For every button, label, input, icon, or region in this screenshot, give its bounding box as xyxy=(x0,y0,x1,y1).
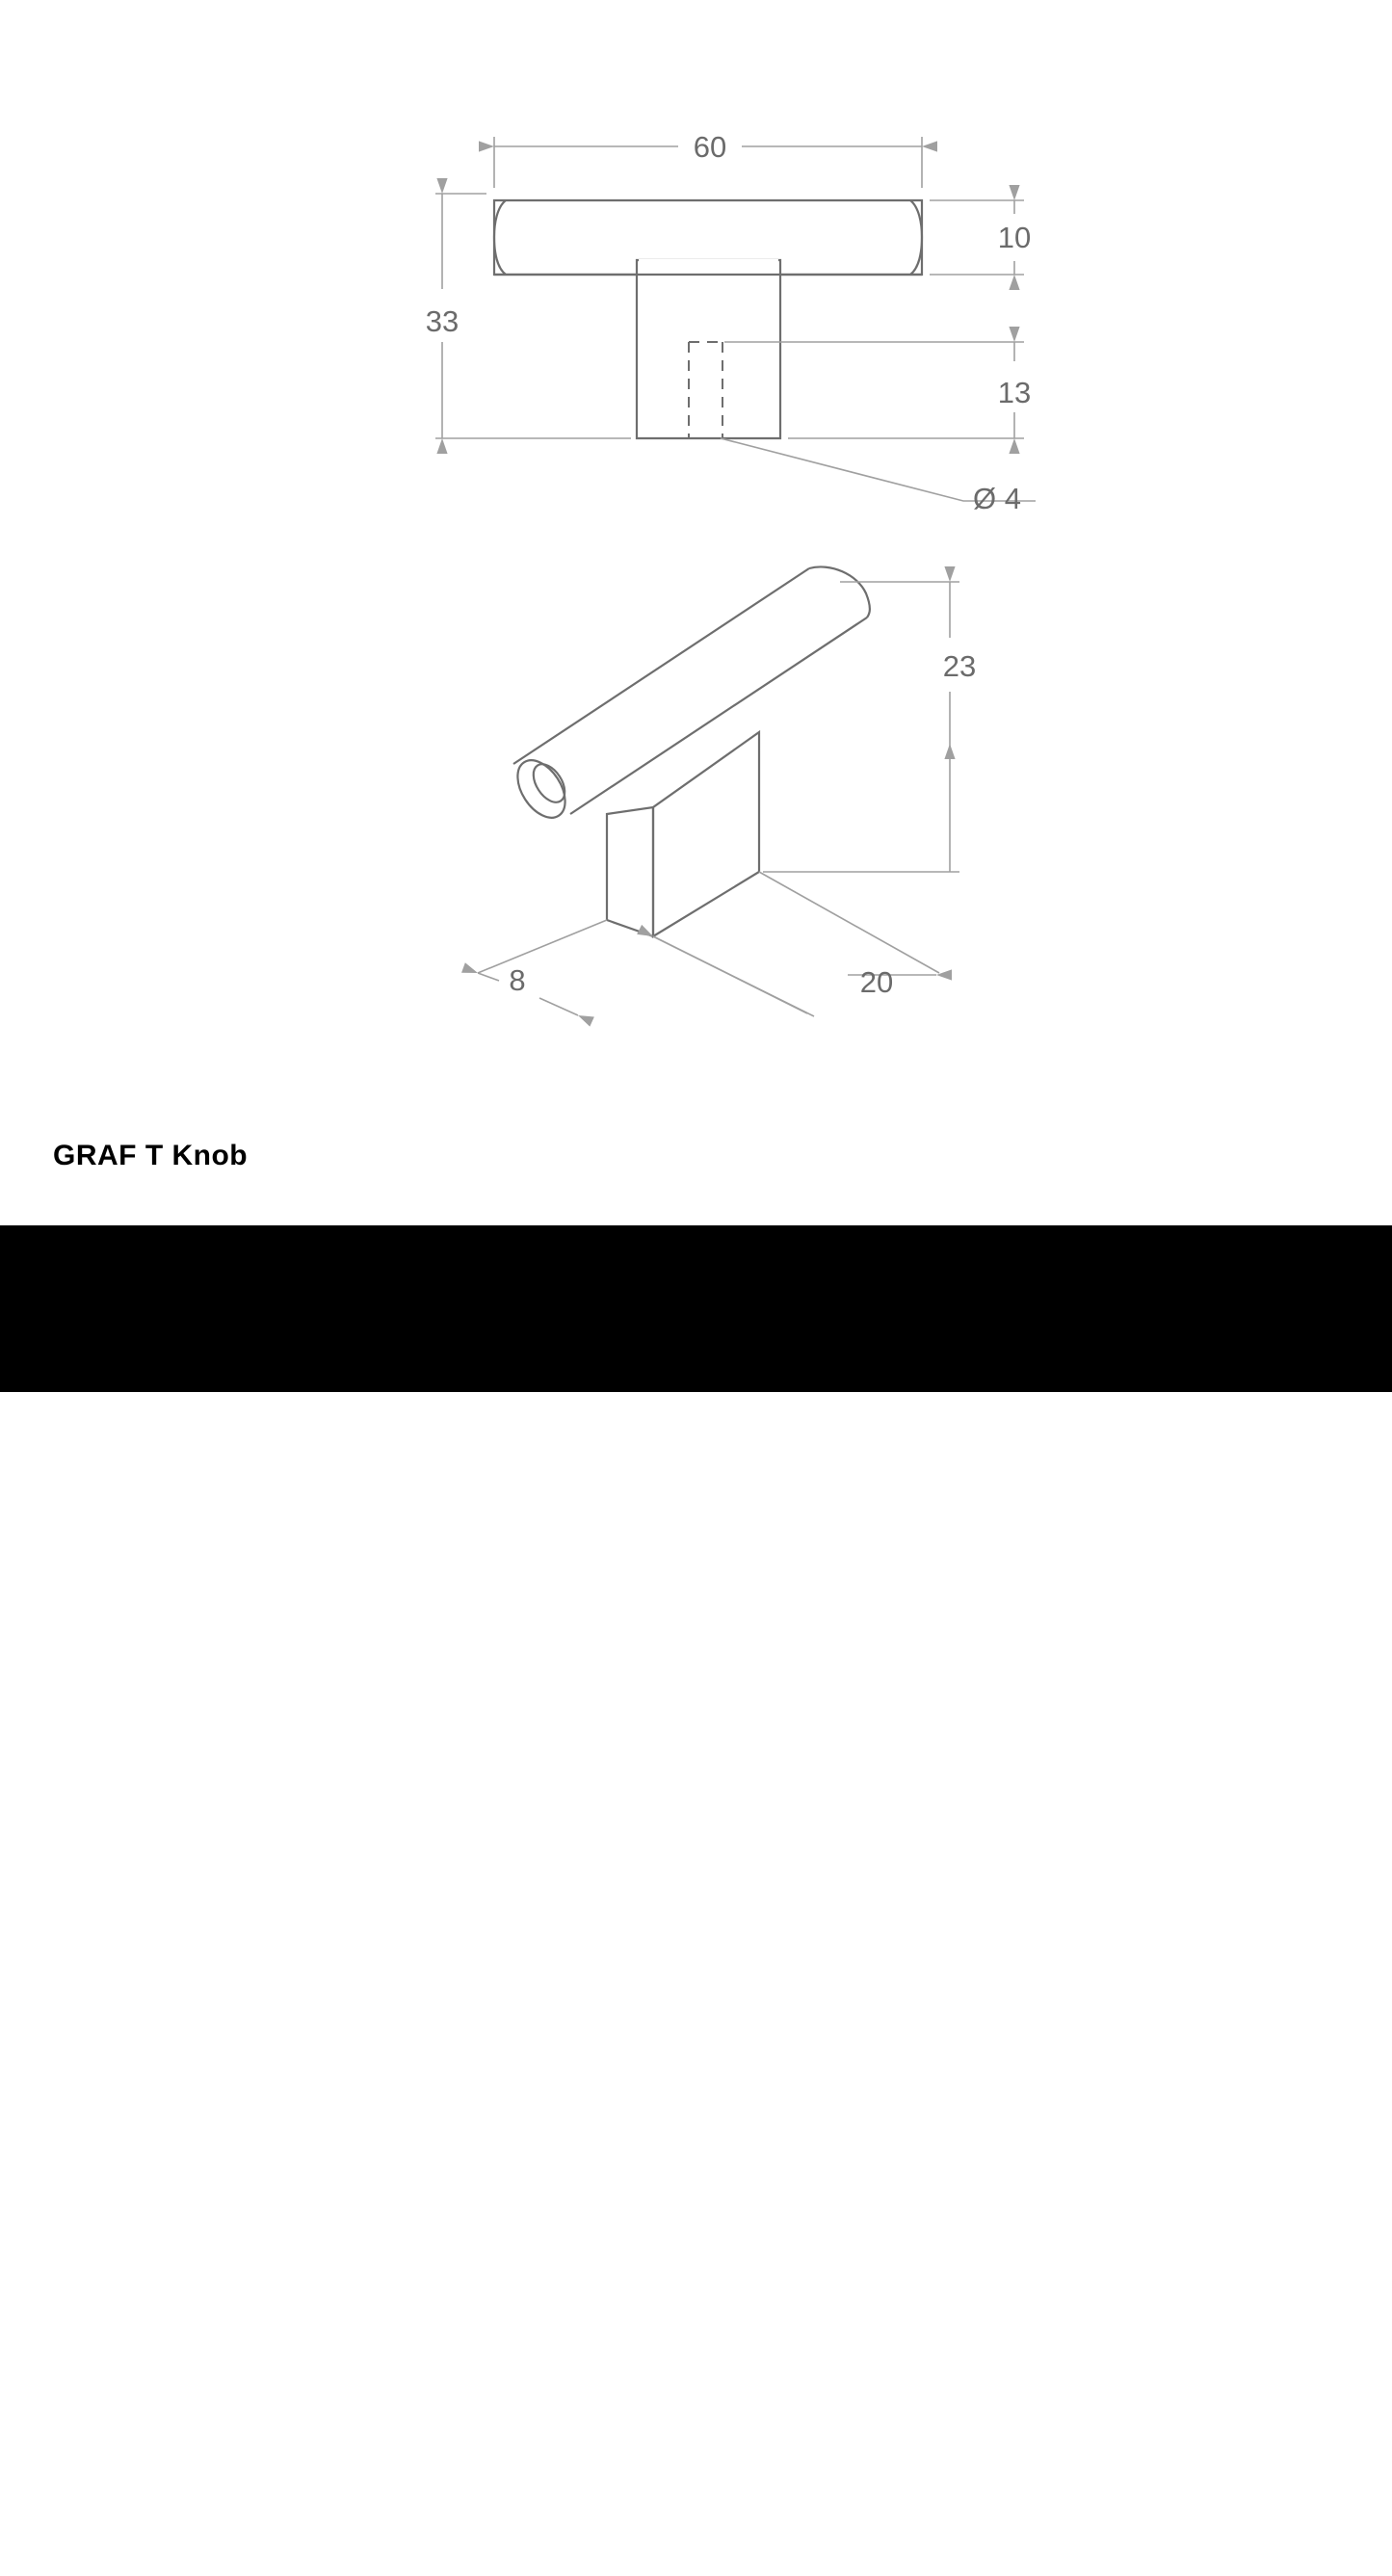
dimension-8 xyxy=(478,920,807,1015)
buildmat-mark-icon xyxy=(53,2502,103,2552)
dimension-33-label: 33 xyxy=(425,304,460,338)
dimension-10-label: 10 xyxy=(997,221,1032,254)
dimension-20 xyxy=(653,872,939,1016)
buildmat-logo[interactable] xyxy=(53,2502,442,2552)
fixing-hole-hidden-lines xyxy=(689,342,722,438)
momo-wordmark: MOMO xyxy=(1169,2498,1342,2554)
dimension-13 xyxy=(724,342,1024,438)
footer-bar xyxy=(0,1225,1392,2575)
dimension-20-label: 20 xyxy=(859,965,894,999)
buildmat-wordmark: BUILDMAT xyxy=(124,2503,443,2550)
dimension-13-label: 13 xyxy=(997,376,1032,409)
page-title: GRAF T Knob xyxy=(53,1140,249,1171)
momo-handles-logo[interactable] xyxy=(1169,2499,1342,2576)
dimension-23-label: 23 xyxy=(942,649,977,683)
isometric-geometry xyxy=(508,566,870,936)
dimension-23 xyxy=(763,582,959,872)
dimension-60-label: 60 xyxy=(693,130,727,164)
dimension-hole-diameter-label: Ø 4 xyxy=(973,482,1021,515)
momo-subtitle: HANDLES xyxy=(1214,2554,1342,2575)
dimension-8-label: 8 xyxy=(509,963,526,997)
front-elevation-geometry xyxy=(494,200,922,438)
technical-drawing xyxy=(0,0,1392,1223)
dimension-33 xyxy=(435,194,631,438)
